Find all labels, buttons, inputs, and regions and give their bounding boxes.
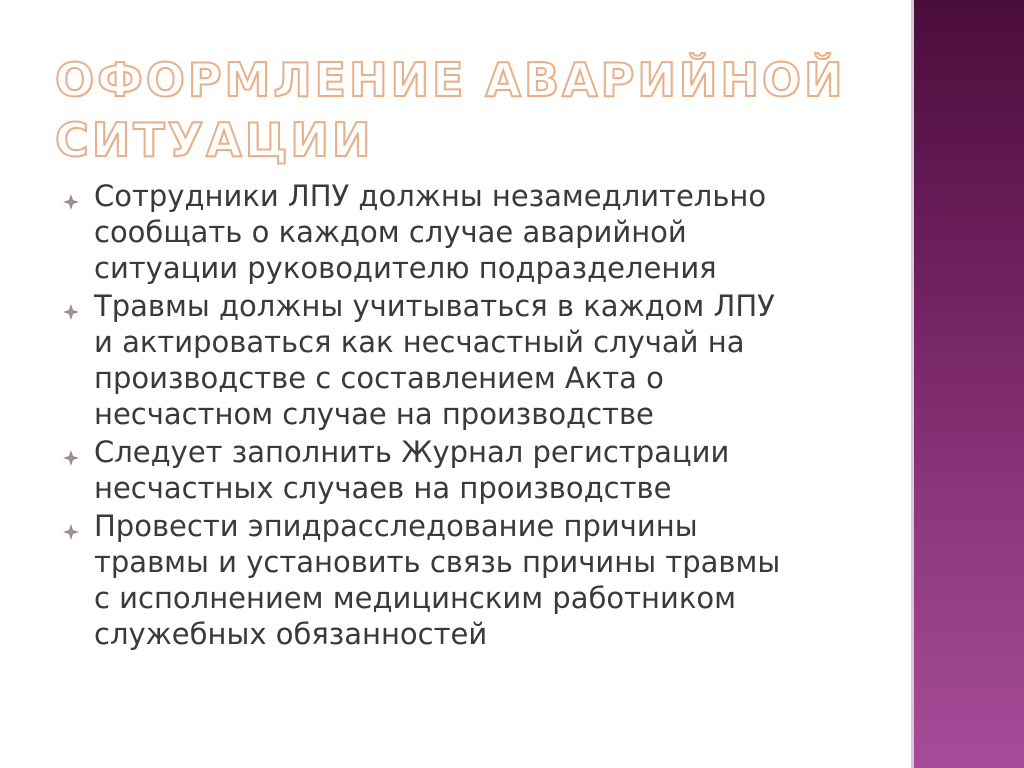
diamond-bullet-icon xyxy=(62,193,80,211)
slide-title xyxy=(55,50,875,170)
bullet-list xyxy=(62,178,862,654)
bullet-2-line-3: производстве с составлением Акта о xyxy=(94,361,664,395)
bullet-text-2 xyxy=(94,288,862,432)
bullet-1-line-2: сообщать о каждом случае аварийной xyxy=(94,215,687,249)
bullet-3-line-2: несчастных случаев на производстве xyxy=(94,471,672,505)
diamond-bullet-icon xyxy=(62,523,80,541)
bullet-2-line-2: и актироваться как несчастный случай на xyxy=(94,325,745,359)
bullet-item-4 xyxy=(62,508,862,652)
bullet-text-4 xyxy=(94,508,862,652)
bullet-text-3 xyxy=(94,434,862,506)
bullet-2-line-1: Травмы должны учитываться в каждом ЛПУ xyxy=(94,289,775,323)
bullet-4-line-2: травмы и установить связь причины травмы xyxy=(94,545,781,579)
bullet-1-line-1: Сотрудники ЛПУ должны незамедлительно xyxy=(94,179,767,213)
slide-title-line-1: ОФОРМЛЕНИЕ АВАРИЙНОЙ xyxy=(55,53,846,107)
bullet-text-1 xyxy=(94,178,862,286)
bullet-item-2 xyxy=(62,288,862,432)
bullet-3-line-1: Следует заполнить Журнал регистрации xyxy=(94,435,730,469)
decorative-side-band xyxy=(914,0,1024,768)
slide-title-line-2: СИТУАЦИИ xyxy=(55,113,374,167)
diamond-bullet-icon xyxy=(62,449,80,467)
bullet-4-line-3: с исполнением медицинским работником xyxy=(94,581,736,615)
bullet-2-line-4: несчастном случае на производстве xyxy=(94,397,654,431)
bullet-1-line-3: ситуации руководителю подразделения xyxy=(94,251,717,285)
bullet-4-line-1: Провести эпидрасследование причины xyxy=(94,509,698,543)
bullet-item-3 xyxy=(62,434,862,506)
bullet-4-line-4: служебных обязанностей xyxy=(94,617,488,651)
diamond-bullet-icon xyxy=(62,303,80,321)
bullet-item-1 xyxy=(62,178,862,286)
